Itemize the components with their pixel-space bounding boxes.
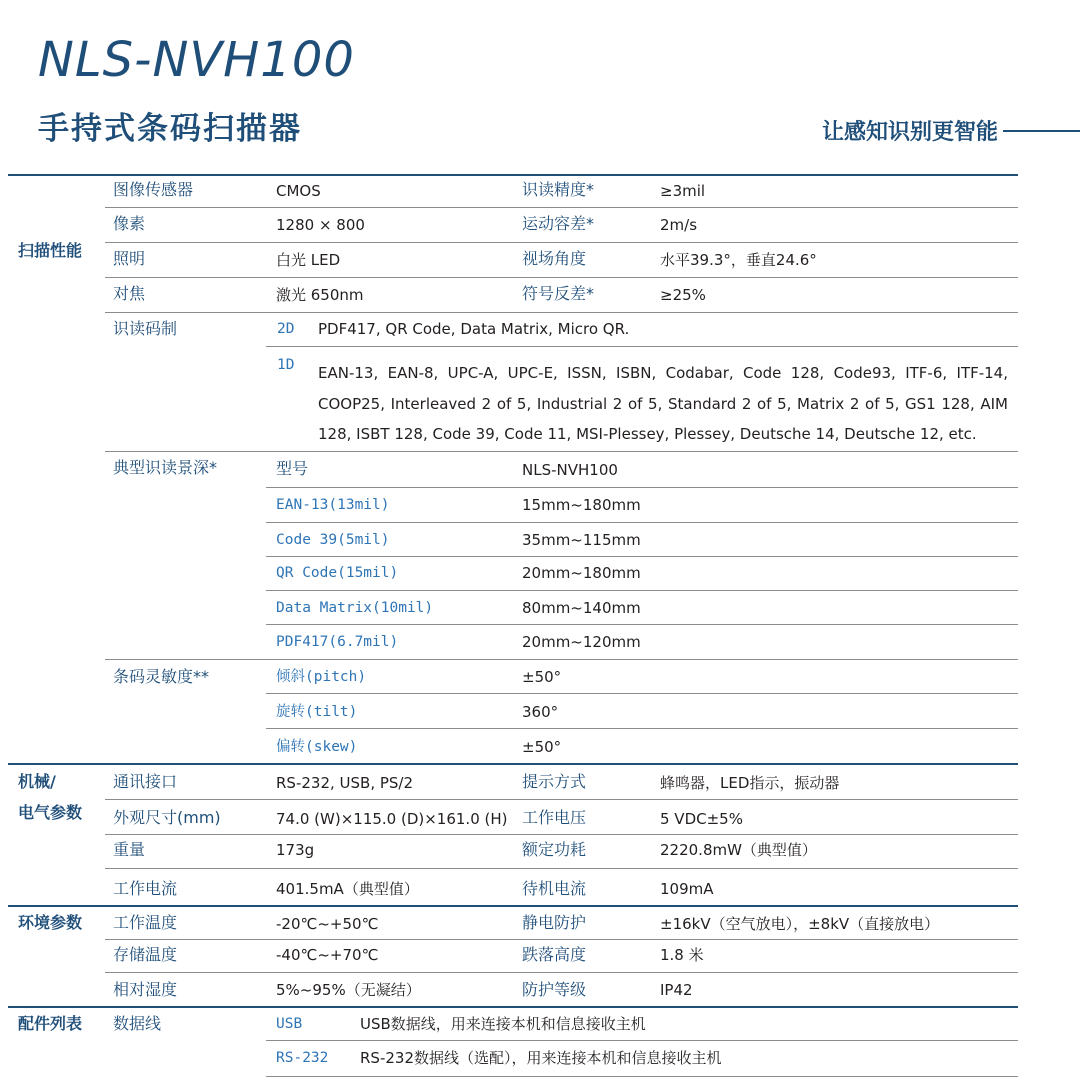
spec-label: 图像传感器 <box>113 180 194 199</box>
sensitivity-row-key: 偏转(skew) <box>276 739 358 755</box>
sensitivity-row-value: 360° <box>522 703 559 721</box>
section-rule <box>8 905 1018 907</box>
symbologies-label: 识读码制 <box>113 319 178 338</box>
row-divider <box>105 972 1018 973</box>
sensitivity-row-key: 旋转(tilt) <box>276 704 358 720</box>
slogan: 让感知识别更智能 <box>821 120 998 145</box>
dof-row-key: QR Code(15mil) <box>276 565 399 581</box>
spec-label: 像素 <box>113 214 146 233</box>
row-divider <box>105 868 1018 869</box>
spec-label: 防护等级 <box>522 980 587 999</box>
row-divider <box>105 277 1018 278</box>
row-divider <box>266 590 1018 591</box>
spec-label: 对焦 <box>113 284 146 303</box>
product-subtitle: 手持式条码扫描器 <box>38 111 302 147</box>
accessory-value: USB数据线，用来连接本机和信息接收主机 <box>360 1015 646 1033</box>
spec-label: 待机电流 <box>522 879 587 898</box>
sensitivity-label: 条码灵敏度** <box>113 667 210 686</box>
dof-header-value: NLS-NVH100 <box>522 461 618 479</box>
spec-value: ≥25% <box>660 286 706 304</box>
section-environment: 环境参数 <box>18 913 83 932</box>
spec-label: 额定功耗 <box>522 840 587 859</box>
accessory-value: RS-232数据线（选配），用来连接本机和信息接收主机 <box>360 1049 722 1067</box>
row-divider <box>105 242 1018 243</box>
row-divider <box>105 207 1018 208</box>
spec-value: 激光 650nm <box>276 286 364 304</box>
spec-value: IP42 <box>660 981 693 999</box>
spec-value: 5%~95%（无凝结） <box>276 981 421 999</box>
section-rule <box>8 763 1018 765</box>
section-accessories: 配件列表 <box>18 1014 83 1033</box>
spec-value: 5 VDC±5% <box>660 810 743 828</box>
dof-row-value: 35mm~115mm <box>522 531 641 549</box>
spec-value: 水平39.3°，垂直24.6° <box>660 251 817 269</box>
dof-row-value: 20mm~180mm <box>522 564 641 582</box>
spec-value: 蜂鸣器，LED指示，振动器 <box>660 774 840 792</box>
spec-value: 401.5mA（典型值） <box>276 880 419 898</box>
product-model-title: NLS-NVH100 <box>38 32 355 88</box>
section-mechanical-electrical-2: 电气参数 <box>18 803 83 822</box>
row-divider <box>266 346 1018 347</box>
row-divider <box>105 312 1018 313</box>
spec-value: -20℃~+50℃ <box>276 915 379 933</box>
spec-value: 白光 LED <box>276 251 341 269</box>
spec-label: 工作电流 <box>113 879 178 898</box>
dof-row-key: PDF417(6.7mil) <box>276 634 399 650</box>
row-divider <box>105 659 1018 660</box>
spec-label: 重量 <box>113 840 146 859</box>
dof-row-value: 15mm~180mm <box>522 496 641 514</box>
spec-label: 识读精度* <box>522 180 595 199</box>
spec-label: 照明 <box>113 249 146 268</box>
spec-value: CMOS <box>276 182 321 200</box>
row-divider <box>266 487 1018 488</box>
row-divider <box>105 939 1018 940</box>
accessory-key: RS-232 <box>276 1050 329 1066</box>
row-divider <box>266 1040 1018 1041</box>
spec-value: 173g <box>276 841 315 859</box>
row-divider <box>266 693 1018 694</box>
dof-row-key: Data Matrix(10mil) <box>276 600 434 616</box>
row-divider <box>266 1076 1018 1077</box>
row-divider <box>105 799 1018 800</box>
spec-label: 工作电压 <box>522 808 587 827</box>
spec-label: 视场角度 <box>522 249 587 268</box>
spec-label: 静电防护 <box>522 913 587 932</box>
spec-value: 109mA <box>660 880 714 898</box>
row-divider <box>105 451 1018 452</box>
symbology-1d-list: EAN-13, EAN-8, UPC-A, UPC-E, ISSN, ISBN, Codabar, Code 128, Code93, ITF-6, ITF-14, COOP25, Interleaved 2 of 5, Industrial 2 of 5, Standard 2 of 5, Matrix 2 of 5, GS1 128, AIM 128, ISBT 128, Code 39, Code 11, MSI-Plessey, Plessey, Deutsche 14, Deutsche 12, etc. <box>318 364 1008 443</box>
slogan-rule <box>1003 130 1080 132</box>
row-divider <box>266 624 1018 625</box>
sensitivity-row-value: ±50° <box>522 738 562 756</box>
section-mechanical-electrical: 机械/ <box>18 772 56 791</box>
section-scan-performance: 扫描性能 <box>18 241 83 260</box>
dof-row-value: 20mm~120mm <box>522 633 641 651</box>
spec-value: 1.8 米 <box>660 946 704 964</box>
symbology-2d-list: PDF417, QR Code, Data Matrix, Micro QR. <box>318 320 630 338</box>
spec-label: 工作温度 <box>113 913 178 932</box>
spec-value: 2m/s <box>660 216 698 234</box>
spec-label: 运动容差* <box>522 214 595 233</box>
row-divider <box>266 728 1018 729</box>
accessory-label: 数据线 <box>113 1014 162 1033</box>
spec-value: 74.0 (W)×115.0 (D)×161.0 (H) <box>276 810 508 828</box>
spec-value: ±16kV（空气放电），±8kV（直接放电） <box>660 915 940 933</box>
symbology-2d-tag: 2D <box>277 321 295 337</box>
spec-value: 2220.8mW（典型值） <box>660 841 817 859</box>
spec-label: 符号反差* <box>522 284 595 303</box>
spec-label: 跌落高度 <box>522 945 587 964</box>
sensitivity-row-key: 倾斜(pitch) <box>276 669 367 685</box>
sensitivity-row-value: ±50° <box>522 668 562 686</box>
row-divider <box>105 834 1018 835</box>
spec-label: 外观尺寸(mm) <box>113 808 221 827</box>
spec-value: -40℃~+70℃ <box>276 946 379 964</box>
dof-row-value: 80mm~140mm <box>522 599 641 617</box>
table-top-rule <box>8 174 1018 176</box>
accessory-key: USB <box>276 1016 303 1032</box>
dof-header-key: 型号 <box>276 459 309 478</box>
spec-value: RS-232, USB, PS/2 <box>276 774 414 792</box>
symbology-1d-tag: 1D <box>277 357 295 373</box>
dof-row-key: EAN-13(13mil) <box>276 497 390 513</box>
spec-value: ≥3mil <box>660 182 706 200</box>
row-divider <box>266 556 1018 557</box>
spec-label: 通讯接口 <box>113 772 178 791</box>
spec-value: 1280 × 800 <box>276 216 365 234</box>
spec-label: 存储温度 <box>113 945 178 964</box>
section-rule <box>8 1006 1018 1008</box>
dof-label: 典型识读景深* <box>113 458 218 477</box>
spec-label: 相对湿度 <box>113 980 178 999</box>
row-divider <box>266 522 1018 523</box>
dof-row-key: Code 39(5mil) <box>276 532 390 548</box>
spec-label: 提示方式 <box>522 772 587 791</box>
